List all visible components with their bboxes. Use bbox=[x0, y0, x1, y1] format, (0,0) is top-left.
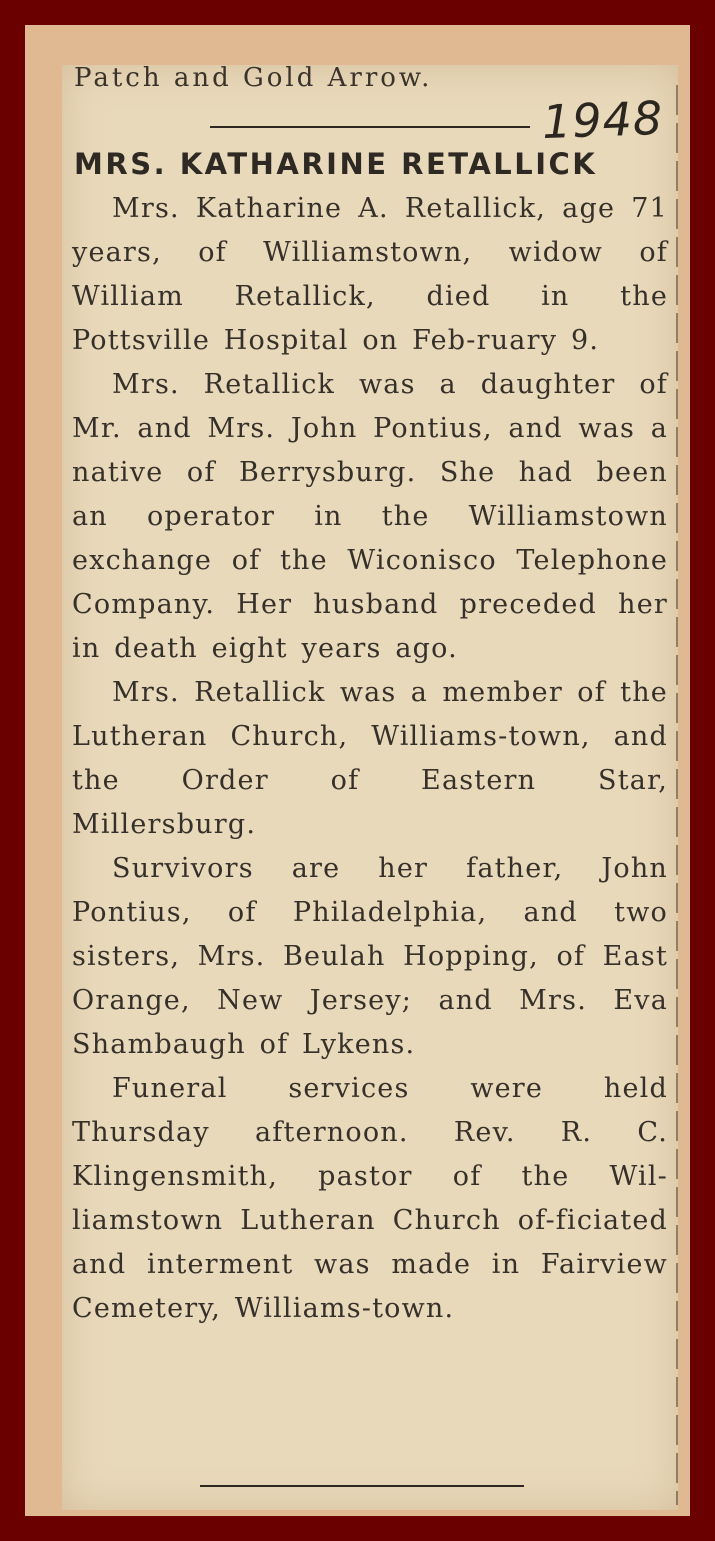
handwritten-year: 1948 bbox=[541, 90, 664, 150]
picture-mat bbox=[25, 25, 690, 1516]
paragraph-death-notice: Mrs. Katharine A. Retallick, age 71 years, of Williamstown, widow of William Retallick, died in the Pottsville Hospital on Feb-ruary 9. bbox=[72, 193, 668, 356]
top-divider-rule bbox=[210, 126, 530, 128]
paragraph-family-background: Mrs. Retallick was a daughter of Mr. and Mrs. John Pontius, and was a native of Berrysburg. She had been an operator in the Williamstown exchange of the Wiconisco Telephone Company. Her husband preceded her in death eight years ago. bbox=[72, 369, 668, 664]
paragraph-survivors: Survivors are her father, John Pontius, of Philadelphia, and two sisters, Mrs. Beulah Hopping, of East Orange, New Jersey; and Mrs. Eva Shambaugh of Lykens. bbox=[72, 853, 668, 1060]
paragraph-funeral-services: Funeral services were held Thursday afternoon. Rev. R. C. Klingensmith, pastor of the Wil-liamstown Lutheran Church of-ficiated and interment was made in Fairview Cemetery, Williams-town. bbox=[72, 1073, 668, 1324]
paragraph-memberships: Mrs. Retallick was a member of the Lutheran Church, Williams-town, and the Order of Eastern Star, Millersburg. bbox=[72, 677, 668, 840]
previous-article-tail: Patch and Gold Arrow. bbox=[74, 63, 433, 87]
newspaper-clipping bbox=[62, 65, 678, 1510]
obituary-headline: MRS. KATHARINE RETALLICK bbox=[74, 147, 598, 181]
bottom-divider-rule bbox=[200, 1485, 524, 1487]
obituary-body bbox=[72, 187, 668, 1331]
